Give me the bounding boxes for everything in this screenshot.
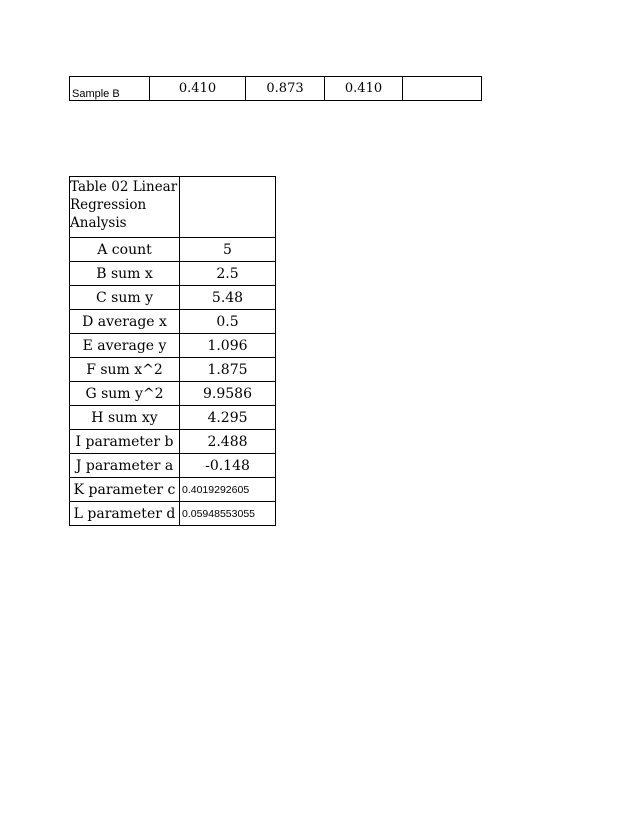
row-value[interactable]: 1.096 (180, 334, 276, 358)
row-value[interactable]: 0.05948553055 (180, 502, 276, 526)
table-row (70, 238, 276, 262)
table-row (70, 454, 276, 478)
empty-cell[interactable] (180, 177, 276, 238)
sample-value-cell[interactable]: 0.410 (325, 77, 403, 101)
table-row (70, 262, 276, 286)
row-key[interactable]: F sum x^2 (70, 358, 180, 382)
row-key[interactable]: I parameter b (70, 430, 180, 454)
sample-table (69, 76, 482, 101)
row-key[interactable]: E average y (70, 334, 180, 358)
table-row (70, 478, 276, 502)
row-value[interactable]: -0.148 (180, 454, 276, 478)
row-value[interactable]: 4.295 (180, 406, 276, 430)
row-key[interactable]: H sum xy (70, 406, 180, 430)
table-row (70, 77, 482, 101)
row-key[interactable]: G sum y^2 (70, 382, 180, 406)
row-value[interactable]: 5 (180, 238, 276, 262)
row-key[interactable]: L parameter d (70, 502, 180, 526)
row-value[interactable]: 2.488 (180, 430, 276, 454)
sample-value-cell[interactable] (403, 77, 482, 101)
table-title[interactable]: Table 02 Linear Regression Analysis (70, 177, 180, 238)
row-value[interactable]: 2.5 (180, 262, 276, 286)
sample-value-cell[interactable]: 0.873 (246, 77, 325, 101)
row-value[interactable]: 0.5 (180, 310, 276, 334)
table-row (70, 310, 276, 334)
table-row (70, 177, 276, 238)
row-key[interactable]: C sum y (70, 286, 180, 310)
table-row (70, 430, 276, 454)
row-value[interactable]: 5.48 (180, 286, 276, 310)
table-row (70, 502, 276, 526)
row-value[interactable]: 0.4019292605 (180, 478, 276, 502)
table-row (70, 406, 276, 430)
sample-label[interactable]: Sample B (70, 77, 150, 101)
table-row (70, 358, 276, 382)
table-row (70, 286, 276, 310)
row-key[interactable]: A count (70, 238, 180, 262)
table-row (70, 334, 276, 358)
row-value[interactable]: 9.9586 (180, 382, 276, 406)
regression-table (69, 176, 276, 526)
sample-value-cell[interactable]: 0.410 (150, 77, 246, 101)
row-value[interactable]: 1.875 (180, 358, 276, 382)
table-row (70, 382, 276, 406)
row-key[interactable]: D average x (70, 310, 180, 334)
row-key[interactable]: B sum x (70, 262, 180, 286)
row-key[interactable]: J parameter a (70, 454, 180, 478)
row-key[interactable]: K parameter c (70, 478, 180, 502)
